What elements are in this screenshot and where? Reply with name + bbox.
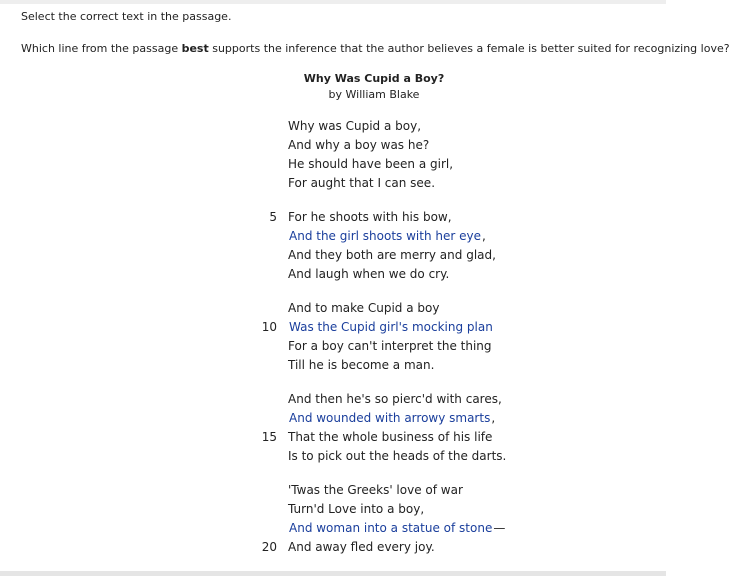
poem-line	[255, 174, 555, 193]
line-text	[288, 390, 502, 409]
line-text	[288, 409, 495, 428]
line-static-text: Till he is become a man.	[288, 358, 435, 372]
poem-line	[255, 265, 555, 284]
question-text	[21, 42, 730, 55]
stanza	[255, 390, 555, 466]
line-static-text: For aught that I can see.	[288, 176, 436, 190]
poem-line	[255, 299, 555, 318]
selectable-line[interactable]: And wounded with arrowy smarts	[289, 411, 491, 425]
line-static-text: That the whole business of his life	[288, 430, 493, 444]
poem-line	[255, 227, 555, 246]
line-text	[288, 318, 494, 337]
poem-passage	[255, 117, 555, 572]
line-text	[288, 265, 449, 284]
stanza	[255, 299, 555, 375]
line-static-text: And then he's so pierc'd with cares,	[288, 392, 502, 406]
line-text	[288, 500, 424, 519]
bottom-divider	[0, 571, 666, 576]
line-text	[288, 227, 486, 246]
question-after: supports the inference that the author believes a female is better suited for recognizing love?	[208, 42, 730, 55]
question-emphasis: best	[181, 42, 209, 55]
line-static-text: And why a boy was he?	[288, 138, 430, 152]
line-text	[288, 299, 439, 318]
line-text	[288, 447, 506, 466]
poem-line	[255, 447, 555, 466]
line-text	[288, 356, 434, 375]
line-static-text: For a boy can't interpret the thing	[288, 339, 492, 353]
line-static-text: 'Twas the Greeks' love of war	[288, 483, 463, 497]
instruction-text: Select the correct text in the passage.	[21, 10, 232, 23]
line-number: 15	[261, 430, 277, 444]
poem-line	[255, 117, 555, 136]
poem-line	[255, 390, 555, 409]
line-static-text: Why was Cupid a boy,	[288, 119, 422, 133]
poem-line	[255, 428, 555, 447]
line-punctuation: —	[493, 521, 506, 535]
top-divider	[0, 0, 666, 4]
line-static-text: And to make Cupid a boy	[288, 301, 440, 315]
line-number: 10	[261, 320, 277, 334]
line-static-text: Turn'd Love into a boy,	[288, 502, 425, 516]
selectable-line[interactable]: And woman into a statue of stone	[289, 521, 493, 535]
poem-line	[255, 500, 555, 519]
line-text	[288, 481, 463, 500]
line-number: 20	[261, 540, 277, 554]
poem-line	[255, 356, 555, 375]
line-text	[288, 538, 435, 557]
line-punctuation: ,	[491, 411, 496, 425]
line-static-text: For he shoots with his bow,	[288, 210, 452, 224]
poem-line	[255, 155, 555, 174]
line-text	[288, 246, 496, 265]
poem-line	[255, 246, 555, 265]
selectable-line[interactable]: And the girl shoots with her eye	[289, 229, 481, 243]
poem-line	[255, 318, 555, 337]
poem-line	[255, 337, 555, 356]
line-text	[288, 428, 492, 447]
poem-line	[255, 519, 555, 538]
poem-line	[255, 136, 555, 155]
poem-line	[255, 481, 555, 500]
stanza	[255, 481, 555, 557]
poem-line	[255, 208, 555, 227]
line-text	[288, 337, 492, 356]
line-static-text: And away fled every joy.	[288, 540, 435, 554]
line-static-text: And laugh when we do cry.	[288, 267, 450, 281]
line-text	[288, 136, 429, 155]
poem-title: Why Was Cupid a Boy?	[303, 72, 445, 85]
poem-line	[255, 409, 555, 428]
line-static-text: Is to pick out the heads of the darts.	[288, 449, 507, 463]
poem-line	[255, 538, 555, 557]
selectable-line[interactable]: Was the Cupid girl's mocking plan	[289, 320, 493, 334]
line-text	[288, 174, 435, 193]
line-text	[288, 208, 452, 227]
line-static-text: And they both are merry and glad,	[288, 248, 496, 262]
line-text	[288, 117, 421, 136]
line-text	[288, 155, 453, 174]
line-text	[288, 519, 505, 538]
stanza	[255, 117, 555, 193]
stanza	[255, 208, 555, 284]
question-before: Which line from the passage	[21, 42, 182, 55]
line-punctuation: ,	[481, 229, 486, 243]
line-number: 5	[269, 210, 277, 224]
poem-author: by William Blake	[328, 88, 420, 101]
line-static-text: He should have been a girl,	[288, 157, 454, 171]
